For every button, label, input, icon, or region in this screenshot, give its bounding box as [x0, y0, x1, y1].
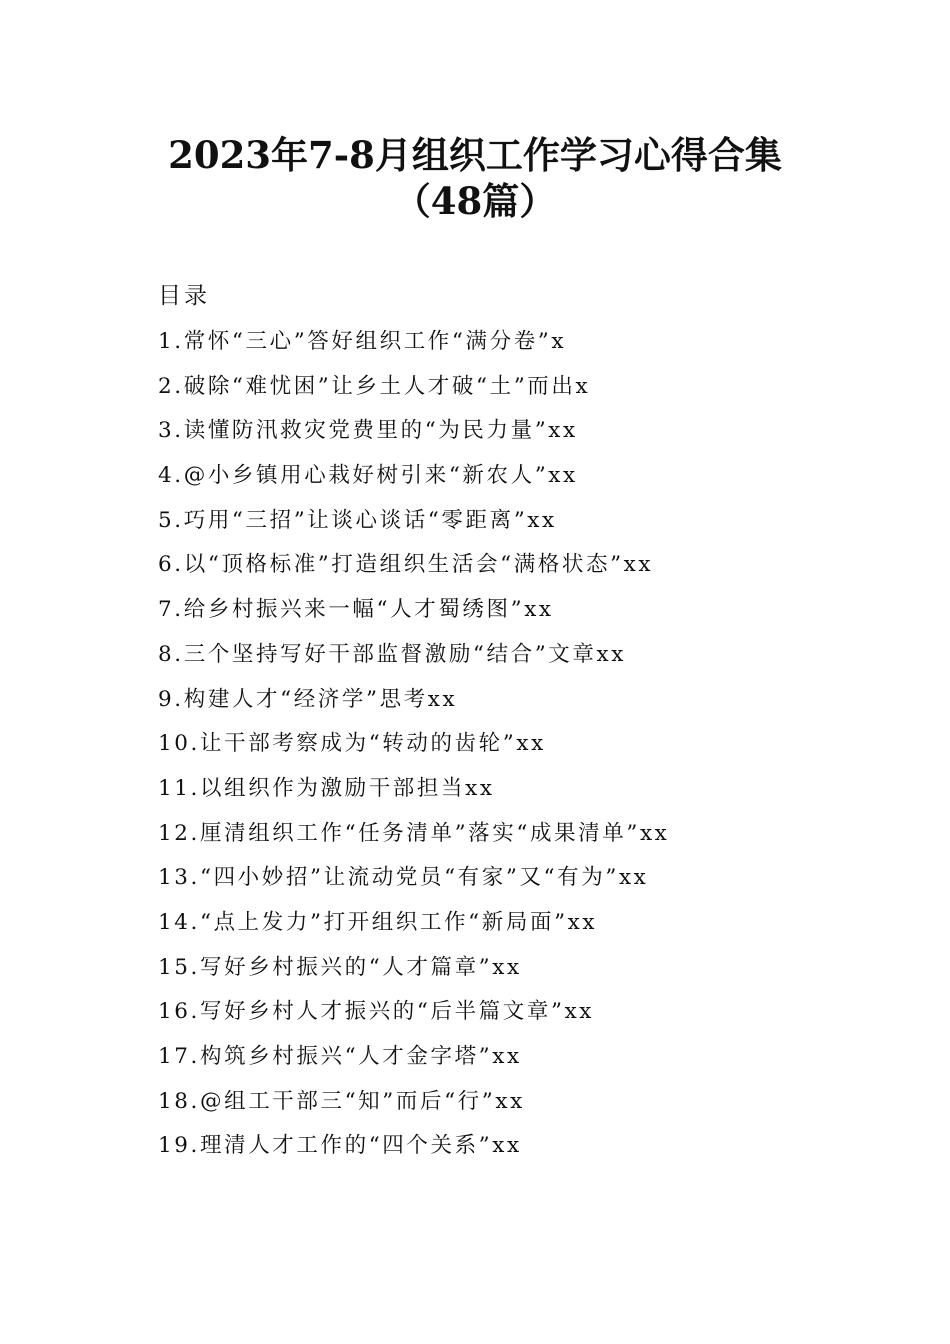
toc-item-3[interactable]: 3.读懂防汛救灾党费里的“为民力量”xx [158, 418, 578, 444]
table-of-contents [158, 326, 878, 1175]
toc-item-1[interactable]: 1.常怀“三心”答好组织工作“满分卷”x [158, 329, 567, 354]
toc-item-10[interactable]: 10.让干部考察成为“转动的齿轮”xx [158, 731, 546, 757]
toc-item-2[interactable]: 2.破除“难忧困”让乡土人才破“土”而出x [158, 373, 591, 399]
toc-item-15[interactable]: 15.写好乡村振兴的“人才篇章”xx [158, 954, 522, 980]
toc-item-13[interactable]: 13.“四小妙招”让流动党员“有家”又“有为”xx [158, 865, 649, 891]
toc-item-5[interactable]: 5.巧用“三招”让谈心谈话“零距离”xx [158, 507, 557, 533]
toc-item-19[interactable]: 19.理清人才工作的“四个关系”xx [158, 1133, 522, 1159]
toc-item-6[interactable]: 6.以“顶格标准”打造组织生活会“满格状态”xx [158, 552, 654, 578]
toc-heading: 目录 [158, 283, 210, 309]
toc-item-17[interactable]: 17.构筑乡村振兴“人才金字塔”xx [158, 1044, 522, 1069]
document-title: 2023年7-8月组织工作学习心得合集（48篇） [168, 133, 782, 223]
toc-item-11[interactable]: 11.以组织作为激励干部担当xx [158, 775, 495, 801]
toc-item-18[interactable]: 18.@组工干部三“知”而后“行”xx [158, 1088, 525, 1114]
toc-item-8[interactable]: 8.三个坚持写好干部监督激励“结合”文章xx [158, 641, 626, 667]
toc-item-12[interactable]: 12.厘清组织工作“任务清单”落实“成果清单”xx [158, 820, 670, 846]
toc-item-4[interactable]: 4.@小乡镇用心栽好树引来“新农人”xx [158, 463, 578, 489]
toc-item-14[interactable]: 14.“点上发力”打开组织工作“新局面”xx [158, 909, 598, 935]
toc-item-9[interactable]: 9.构建人才“经济学”思考xx [158, 686, 458, 712]
toc-item-16[interactable]: 16.写好乡村人才振兴的“后半篇文章”xx [158, 999, 595, 1025]
toc-item-7[interactable]: 7.给乡村振兴来一幅“人才蜀绣图”xx [158, 597, 554, 623]
